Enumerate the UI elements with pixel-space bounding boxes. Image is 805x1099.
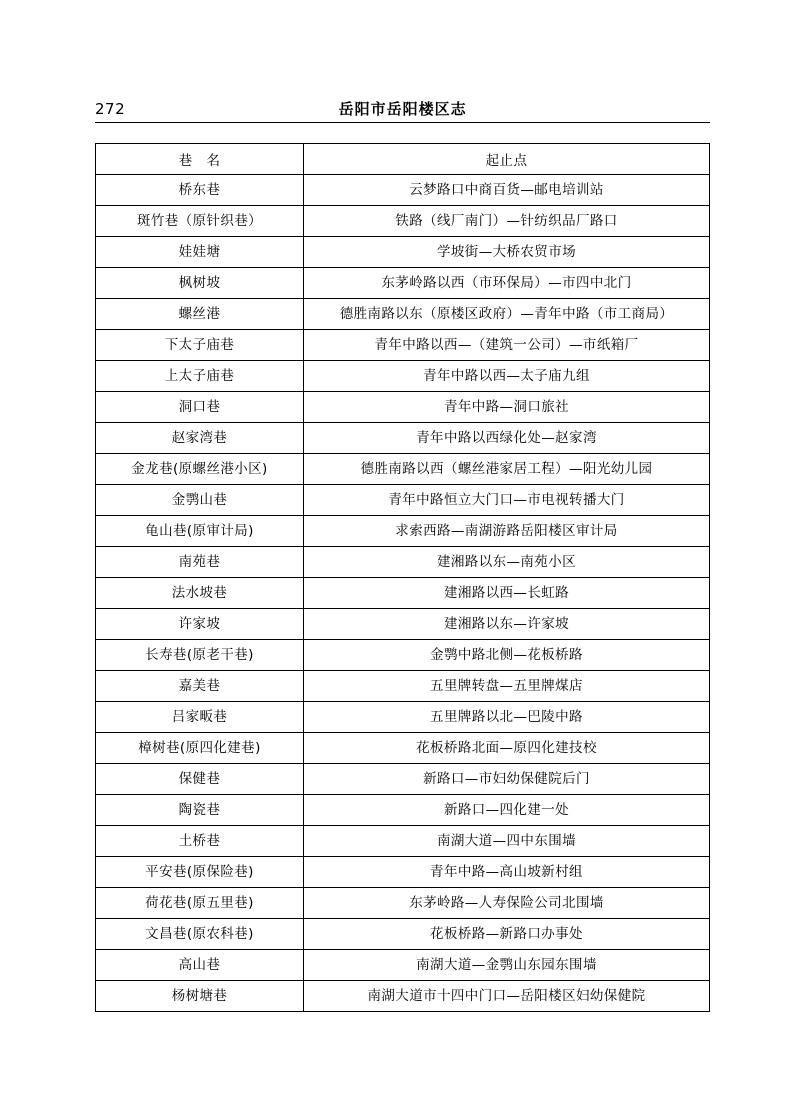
cell-lane-range: 花板桥路北面—原四化建技校 xyxy=(304,733,710,764)
cell-lane-name: 土桥巷 xyxy=(96,826,304,857)
table-row xyxy=(96,392,710,423)
table-row xyxy=(96,795,710,826)
column-header-range: 起止点 xyxy=(304,144,710,175)
cell-lane-name: 枫树坡 xyxy=(96,268,304,299)
cell-lane-range: 五里牌转盘—五里牌煤店 xyxy=(304,671,710,702)
cell-lane-range: 青年中路以西—（建筑一公司）—市纸箱厂 xyxy=(304,330,710,361)
cell-lane-name: 杨树塘巷 xyxy=(96,981,304,1012)
column-header-name: 巷 名 xyxy=(96,144,304,175)
table-row xyxy=(96,485,710,516)
cell-lane-name: 赵家湾巷 xyxy=(96,423,304,454)
cell-lane-name: 长寿巷(原老干巷) xyxy=(96,640,304,671)
cell-lane-range: 云梦路口中商百货—邮电培训站 xyxy=(304,175,710,206)
cell-lane-range: 青年中路—高山坡新村组 xyxy=(304,857,710,888)
table-row xyxy=(96,733,710,764)
table-row xyxy=(96,423,710,454)
table-row xyxy=(96,268,710,299)
table-row xyxy=(96,950,710,981)
cell-lane-name: 龟山巷(原审计局) xyxy=(96,516,304,547)
street-lane-table xyxy=(95,143,710,1012)
cell-lane-name: 嘉美巷 xyxy=(96,671,304,702)
table-header-row xyxy=(96,144,710,175)
cell-lane-range: 南湖大道市十四中门口—岳阳楼区妇幼保健院 xyxy=(304,981,710,1012)
table-row xyxy=(96,578,710,609)
cell-lane-range: 建湘路以西—长虹路 xyxy=(304,578,710,609)
cell-lane-name: 上太子庙巷 xyxy=(96,361,304,392)
table-row xyxy=(96,981,710,1012)
cell-lane-name: 法水坡巷 xyxy=(96,578,304,609)
table-row xyxy=(96,919,710,950)
table-row xyxy=(96,299,710,330)
table-row xyxy=(96,609,710,640)
cell-lane-name: 许家坡 xyxy=(96,609,304,640)
cell-lane-name: 金鹗山巷 xyxy=(96,485,304,516)
cell-lane-range: 学坡街—大桥农贸市场 xyxy=(304,237,710,268)
cell-lane-range: 新路口—四化建一处 xyxy=(304,795,710,826)
cell-lane-range: 青年中路恒立大门口—市电视转播大门 xyxy=(304,485,710,516)
cell-lane-range: 东茅岭路—人寿保险公司北围墙 xyxy=(304,888,710,919)
cell-lane-range: 建湘路以东—许家坡 xyxy=(304,609,710,640)
cell-lane-range: 建湘路以东—南苑小区 xyxy=(304,547,710,578)
table-row xyxy=(96,547,710,578)
table-row xyxy=(96,237,710,268)
cell-lane-range: 德胜南路以西（螺丝港家居工程）—阳光幼儿园 xyxy=(304,454,710,485)
table-row xyxy=(96,857,710,888)
cell-lane-name: 文昌巷(原农科巷) xyxy=(96,919,304,950)
table-row xyxy=(96,888,710,919)
page-title: 岳阳市岳阳楼区志 xyxy=(338,100,467,118)
cell-lane-range: 求索西路—南湖游路岳阳楼区审计局 xyxy=(304,516,710,547)
cell-lane-name: 高山巷 xyxy=(96,950,304,981)
cell-lane-name: 洞口巷 xyxy=(96,392,304,423)
cell-lane-name: 下太子庙巷 xyxy=(96,330,304,361)
cell-lane-name: 陶瓷巷 xyxy=(96,795,304,826)
cell-lane-range: 南湖大道—四中东围墙 xyxy=(304,826,710,857)
cell-lane-name: 保健巷 xyxy=(96,764,304,795)
table-row xyxy=(96,206,710,237)
cell-lane-range: 青年中路以西—太子庙九组 xyxy=(304,361,710,392)
cell-lane-range: 青年中路—洞口旅社 xyxy=(304,392,710,423)
cell-lane-range: 南湖大道—金鹗山东园东围墙 xyxy=(304,950,710,981)
cell-lane-name: 娃娃塘 xyxy=(96,237,304,268)
cell-lane-name: 樟树巷(原四化建巷) xyxy=(96,733,304,764)
cell-lane-name: 平安巷(原保险巷) xyxy=(96,857,304,888)
header-divider xyxy=(95,122,710,123)
cell-lane-name: 荷花巷(原五里巷) xyxy=(96,888,304,919)
table-row xyxy=(96,826,710,857)
table-row xyxy=(96,175,710,206)
cell-lane-range: 东茅岭路以西（市环保局）—市四中北门 xyxy=(304,268,710,299)
table-body xyxy=(96,175,710,1012)
cell-lane-name: 南苑巷 xyxy=(96,547,304,578)
cell-lane-range: 铁路（线厂南门）—针纺织品厂路口 xyxy=(304,206,710,237)
cell-lane-name: 斑竹巷（原针织巷） xyxy=(96,206,304,237)
table-row xyxy=(96,454,710,485)
table-row xyxy=(96,330,710,361)
page-header xyxy=(95,92,710,118)
page-number: 272 xyxy=(95,100,126,118)
cell-lane-range: 花板桥路—新路口办事处 xyxy=(304,919,710,950)
table-row xyxy=(96,702,710,733)
cell-lane-name: 桥东巷 xyxy=(96,175,304,206)
cell-lane-name: 螺丝港 xyxy=(96,299,304,330)
cell-lane-range: 五里牌路以北—巴陵中路 xyxy=(304,702,710,733)
cell-lane-range: 青年中路以西绿化处—赵家湾 xyxy=(304,423,710,454)
table-row xyxy=(96,671,710,702)
table-row xyxy=(96,516,710,547)
cell-lane-range: 德胜南路以东（原楼区政府）—青年中路（市工商局） xyxy=(304,299,710,330)
table-row xyxy=(96,764,710,795)
cell-lane-range: 新路口—市妇幼保健院后门 xyxy=(304,764,710,795)
cell-lane-name: 金龙巷(原螺丝港小区) xyxy=(96,454,304,485)
table-row xyxy=(96,640,710,671)
cell-lane-name: 吕家畈巷 xyxy=(96,702,304,733)
table-row xyxy=(96,361,710,392)
cell-lane-range: 金鹗中路北侧—花板桥路 xyxy=(304,640,710,671)
